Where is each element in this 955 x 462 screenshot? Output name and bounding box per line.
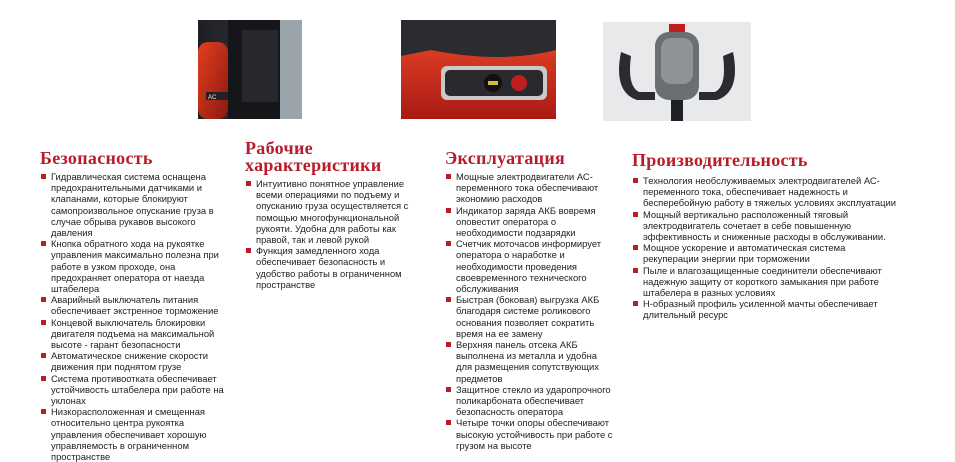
- list-item: Индикатор заряда АКБ вовремя оповестит оператора о необходимости подзарядки: [445, 205, 615, 239]
- section-title-safety: Безопасность: [40, 148, 153, 168]
- section-title-productivity: Производительность: [632, 150, 808, 170]
- list-item: Счетчик моточасов информирует оператора о наработке и необходимости проведения своевременного технического обслуживания: [445, 238, 615, 294]
- section-title-operation: Эксплуатация: [445, 148, 566, 168]
- control-panel-photo: [401, 20, 556, 119]
- list-item: Быстрая (боковая) выгрузка АКБ благодаря системе роликового основания позволяет сократить время на ее замену: [445, 294, 615, 339]
- list-item: Интуитивно понятное управление всеми операциями по подъему и опусканию груза осуществляется с помощью многофункциональной рукояти. Удобна для работы как правой, так и левой рукой: [245, 178, 423, 245]
- list-item: Технология необслуживаемых электродвигателей АС-переменного тока, обеспечивает надежность и бесперебойную работу в тяжелых условиях эксплуатации: [632, 175, 902, 209]
- list-item: Концевой выключатель блокировки двигателя подъема на максимальной высоте - гарант безопасности: [40, 317, 232, 351]
- list-item: Защитное стекло из ударопрочного поликарбоната обеспечивает безопасность оператора: [445, 384, 615, 418]
- column-performance: [245, 140, 423, 290]
- list-item: Система противоотката обеспечивает устойчивость штабелера при работе на уклонах: [40, 373, 232, 407]
- list-item: Функция замедленного хода обеспечивает безопасность и удобство работы в ограниченном пространстве: [245, 245, 423, 290]
- list-item: Пыле и влагозащищенные соединители обеспечивают надежную защиту от короткого замыкания при работе штабелера в разных условиях: [632, 265, 902, 299]
- safety-list: [40, 171, 232, 462]
- list-item: Мощное ускорение и автоматическая система рекуперации энергии при торможении: [632, 242, 902, 264]
- list-item: Мощный вертикально расположенный тяговый электродвигатель сочетает в себе повышенную эффективность и сниженные расходы в обслуживании.: [632, 209, 902, 243]
- column-productivity: [632, 152, 902, 321]
- list-item: Низкорасположенная и смещенная относительно центра рукоятка управления обеспечивает хорошую управляемость в ограниченном пространстве: [40, 406, 232, 462]
- column-safety: [40, 150, 232, 462]
- productivity-list: [632, 175, 902, 321]
- performance-list: [245, 178, 423, 290]
- list-item: Автоматическое снижение скорости движения при поднятом грузе: [40, 350, 232, 372]
- operation-list: [445, 171, 615, 451]
- stacker-logo: AC: [208, 95, 217, 101]
- tiller-handle-photo: [603, 22, 751, 121]
- list-item: Мощные электродвигатели АС-переменного тока обеспечивают экономию расходов: [445, 171, 615, 205]
- column-operation: [445, 150, 615, 451]
- list-item: Н-образный профиль усиленной мачты обеспечивает длительный ресурс: [632, 298, 902, 320]
- list-item: Кнопка обратного хода на рукоятке управления максимально полезна при работе в узком проходе, она предохраняет оператора от наезда штабелера: [40, 238, 232, 294]
- list-item: Верхняя панель отсека АКБ выполнена из металла и удобна для размещения сопутствующих предметов: [445, 339, 615, 384]
- section-title-performance: Рабочие характеристики: [245, 138, 382, 175]
- list-item: Аварийный выключатель питания обеспечивает экстренное торможение: [40, 294, 232, 316]
- stacker-body-photo: [198, 20, 302, 119]
- list-item: Четыре точки опоры обеспечивают высокую устойчивость при работе с грузом на высоте: [445, 417, 615, 451]
- list-item: Гидравлическая система оснащена предохранительными датчиками и клапанами, которые блокируют самопроизвольное опускание груза в случае обрыва рукавов высокого давления: [40, 171, 232, 238]
